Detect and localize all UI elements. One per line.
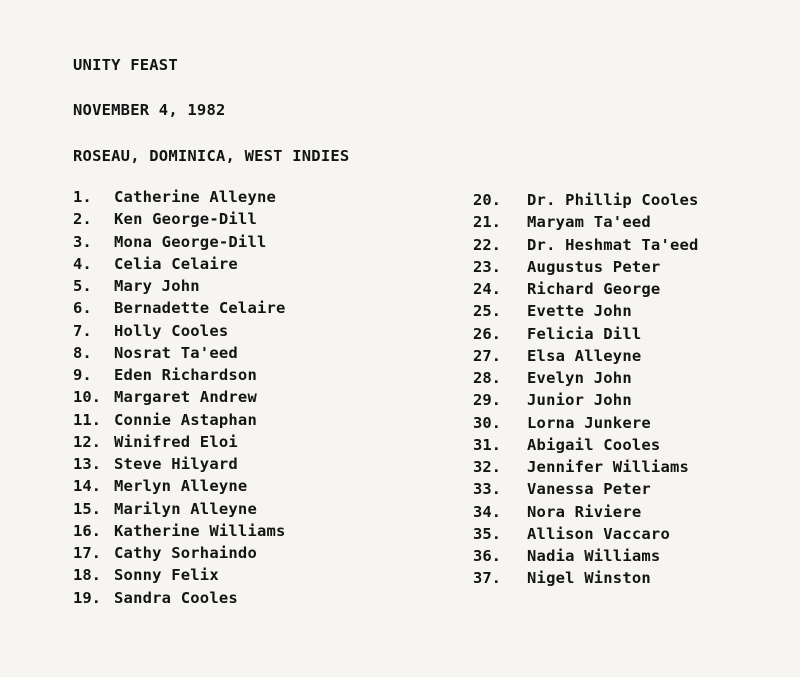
attendee-number: 27. [473,346,501,365]
attendee-number: 12. [73,432,101,451]
attendee-number: 21. [473,213,501,232]
attendee-name: Nadia Williams [527,547,661,565]
attendee-number: 18. [73,566,101,585]
attendee-row [73,589,286,611]
attendee-number: 4. [73,254,92,273]
attendee-number: 6. [73,299,92,318]
attendee-name: Nora Riviere [527,502,642,521]
attendee-name: Mona George-Dill [114,232,267,251]
attendee-number: 16. [73,521,101,540]
attendee-number: 11. [73,410,101,429]
attendee-row [73,500,286,522]
attendee-number: 8. [73,343,92,362]
attendee-number: 26. [473,324,501,343]
attendee-name: Jennifer Williams [527,458,690,476]
attendee-number: 14. [73,477,101,496]
attendee-row [73,433,286,455]
attendee-row [473,258,699,280]
attendee-number: 9. [73,366,92,384]
attendee-number: 37. [473,569,501,588]
attendee-number: 30. [473,413,501,432]
attendee-number: 34. [473,502,501,521]
attendee-name: Cathy Sorhaindo [114,544,257,562]
attendee-list-right-column [473,191,699,592]
attendee-row [73,477,286,499]
attendee-name: Celia Celaire [114,254,238,273]
attendee-row [73,233,286,255]
attendee-row [473,280,699,302]
attendee-row [473,414,699,436]
attendee-name: Winifred Eloi [114,432,238,451]
attendee-name: Margaret Andrew [114,388,257,407]
attendee-row [473,302,699,324]
attendee-name: Bernadette Celaire [114,299,286,318]
attendee-number: 2. [73,210,92,229]
document-location: ROSEAU, DOMINICA, WEST INDIES [73,147,350,165]
attendee-name: Junior John [527,391,632,410]
attendee-number: 19. [73,588,101,607]
attendee-name: Lorna Junkere [527,413,651,432]
attendee-row [73,277,286,299]
attendee-number: 20. [473,191,501,209]
attendee-number: 36. [473,547,501,565]
attendee-number: 1. [73,188,92,206]
attendee-row [473,547,699,569]
attendee-row [73,210,286,232]
attendee-row [473,347,699,369]
attendee-name: Ken George-Dill [114,210,257,229]
attendee-name: Evette John [527,302,632,321]
attendee-name: Holly Cooles [114,321,229,340]
attendee-row [73,455,286,477]
attendee-number: 29. [473,391,501,410]
attendee-name: Allison Vaccaro [527,524,670,543]
attendee-name: Felicia Dill [527,324,642,343]
attendee-name: Dr. Heshmat Ta'eed [527,235,699,254]
attendee-row [73,188,286,210]
attendee-number: 7. [73,321,92,340]
attendee-name: Dr. Phillip Cooles [527,191,699,209]
attendee-row [473,569,699,591]
attendee-name: Maryam Ta'eed [527,213,651,232]
attendee-row [473,503,699,525]
attendee-row [73,344,286,366]
attendee-name: Connie Astaphan [114,410,257,429]
attendee-row [73,388,286,410]
attendee-name: Nosrat Ta'eed [114,343,238,362]
attendee-name: Augustus Peter [527,257,661,276]
attendee-number: 25. [473,302,501,321]
attendee-number: 35. [473,524,501,543]
attendee-row [73,299,286,321]
attendee-row [473,480,699,502]
attendee-number: 3. [73,232,92,251]
attendee-list-left-column [73,188,286,611]
attendee-number: 17. [73,544,101,562]
attendee-number: 23. [473,257,501,276]
attendee-row [73,366,286,388]
attendee-row [73,522,286,544]
attendee-row [473,525,699,547]
attendee-name: Vanessa Peter [527,480,651,499]
attendee-name: Nigel Winston [527,569,651,588]
attendee-row [473,391,699,413]
attendee-name: Sonny Felix [114,566,219,585]
attendee-row [73,255,286,277]
attendee-name: Richard George [527,280,661,298]
attendee-number: 15. [73,499,101,518]
attendee-name: Evelyn John [527,369,632,387]
document-title: UNITY FEAST [73,56,178,74]
attendee-row [473,436,699,458]
attendee-number: 33. [473,480,501,499]
attendee-name: Sandra Cooles [114,588,238,607]
attendee-name: Eden Richardson [114,366,257,384]
attendee-name: Elsa Alleyne [527,346,642,365]
attendee-row [73,544,286,566]
attendee-number: 28. [473,369,501,387]
attendee-row [473,236,699,258]
attendee-name: Katherine Williams [114,521,286,540]
attendee-name: Mary John [114,277,200,295]
attendee-number: 5. [73,277,92,295]
attendee-row [73,566,286,588]
document-date: NOVEMBER 4, 1982 [73,101,226,119]
attendee-number: 24. [473,280,501,298]
attendee-row [473,191,699,213]
attendee-name: Abigail Cooles [527,435,661,454]
attendee-number: 22. [473,235,501,254]
attendee-name: Steve Hilyard [114,455,238,473]
attendee-row [473,369,699,391]
attendee-row [473,213,699,235]
attendee-name: Marilyn Alleyne [114,499,257,518]
attendee-row [473,325,699,347]
attendee-name: Catherine Alleyne [114,188,277,206]
attendee-row [73,322,286,344]
attendee-name: Merlyn Alleyne [114,477,248,496]
attendee-number: 10. [73,388,101,407]
attendee-row [73,411,286,433]
attendee-row [473,458,699,480]
attendee-number: 31. [473,435,501,454]
attendee-number: 32. [473,458,501,476]
attendee-number: 13. [73,455,101,473]
